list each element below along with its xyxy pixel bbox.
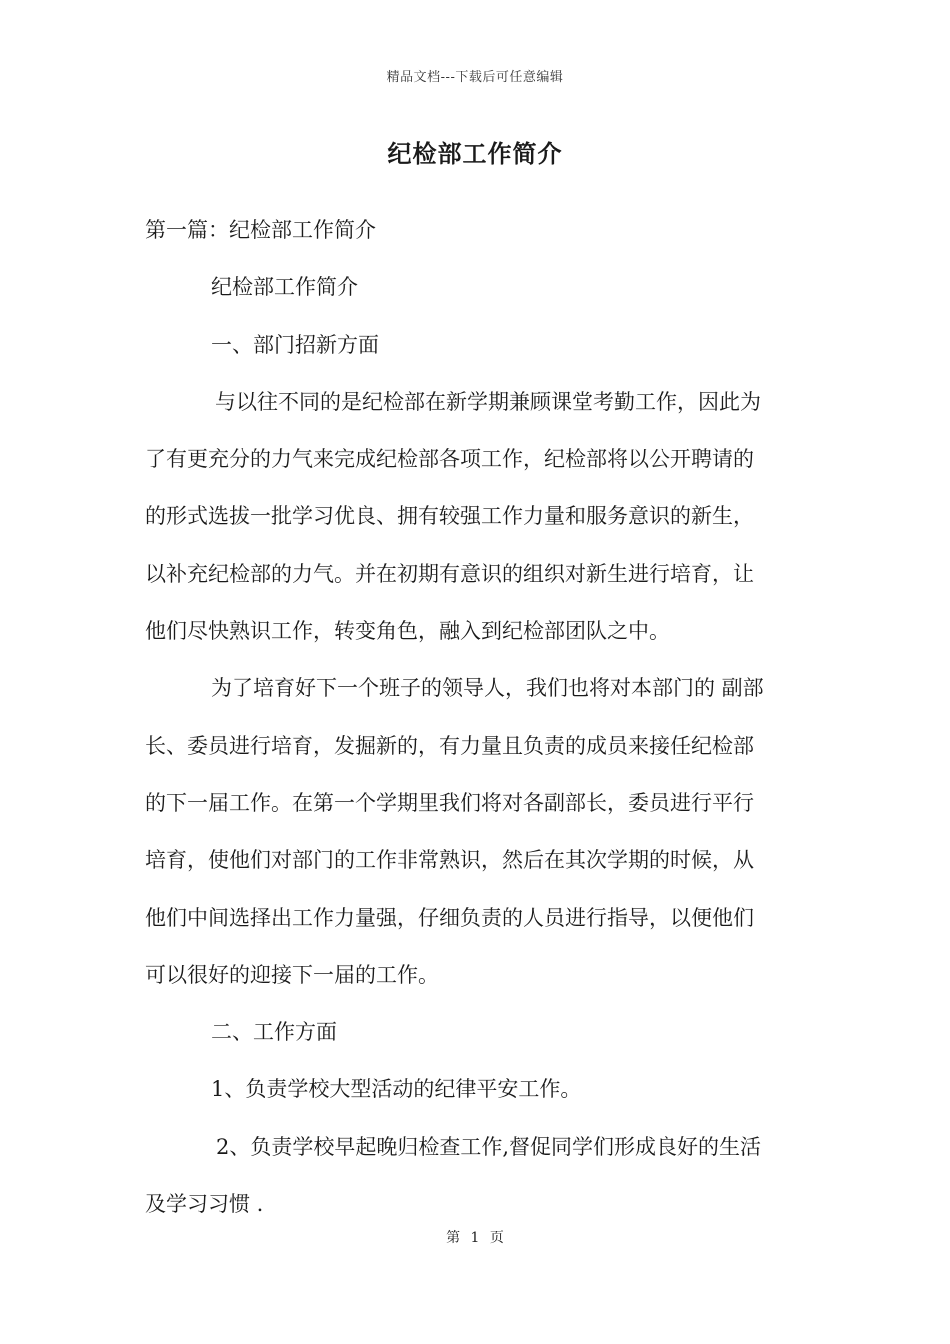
header-note: 精品文档---下载后可任意编辑 bbox=[386, 70, 564, 85]
subtitle: 纪检部工作简介 bbox=[211, 275, 358, 300]
subsection-heading: 一、部门招新方面 bbox=[211, 332, 379, 357]
document-body bbox=[145, 202, 807, 1233]
document-title: 纪检部工作简介 bbox=[387, 139, 563, 168]
list-item: 1、负责学校大型活动的纪律平安工作。 bbox=[211, 1077, 582, 1102]
paragraph-line: 为了培育好下一个班子的领导人，我们也将对本部门的 副部 bbox=[211, 676, 764, 701]
paragraph-line: 与以往不同的是纪检部在新学期兼顾课堂考勤工作，因此为 bbox=[215, 389, 761, 414]
page-number: 1 bbox=[470, 1230, 480, 1246]
footer-prefix: 第 bbox=[446, 1230, 461, 1246]
paragraph-line: 的下一届工作。在第一个学期里我们将对各副部长，委员进行平行 bbox=[145, 790, 754, 815]
subsection-heading: 二、工作方面 bbox=[211, 1020, 337, 1045]
list-item: 2、负责学校早起晚归检查工作,督促同学们形成良好的生活 bbox=[216, 1134, 762, 1159]
paragraph-line: 的形式选拔一批学习优良、拥有较强工作力量和服务意识的新生， bbox=[145, 504, 754, 529]
paragraph-line: 他们尽快熟识工作，转变角色，融入到纪检部团队之中。 bbox=[145, 619, 670, 644]
page-footer bbox=[0, 1227, 950, 1247]
paragraph-line: 长、委员进行培育，发掘新的，有力量且负责的成员来接任纪检部 bbox=[145, 733, 754, 758]
paragraph-line: 培育，使他们对部门的工作非常熟识，然后在其次学期的时候，从 bbox=[145, 848, 754, 873]
section-heading: 第一篇：纪检部工作简介 bbox=[145, 218, 376, 242]
paragraph-line: 了有更充分的力气来完成纪检部各项工作，纪检部将以公开聘请的 bbox=[145, 447, 754, 472]
footer-suffix: 页 bbox=[489, 1230, 504, 1246]
paragraph-line: 以补充纪检部的力气。并在初期有意识的组织对新生进行培育，让 bbox=[145, 561, 754, 586]
paragraph-line: 可以很好的迎接下一届的工作。 bbox=[145, 962, 439, 987]
paragraph-line: 及学习习惯 . bbox=[145, 1192, 264, 1217]
paragraph-line: 他们中间选择出工作力量强，仔细负责的人员进行指导，以便他们 bbox=[145, 905, 754, 930]
